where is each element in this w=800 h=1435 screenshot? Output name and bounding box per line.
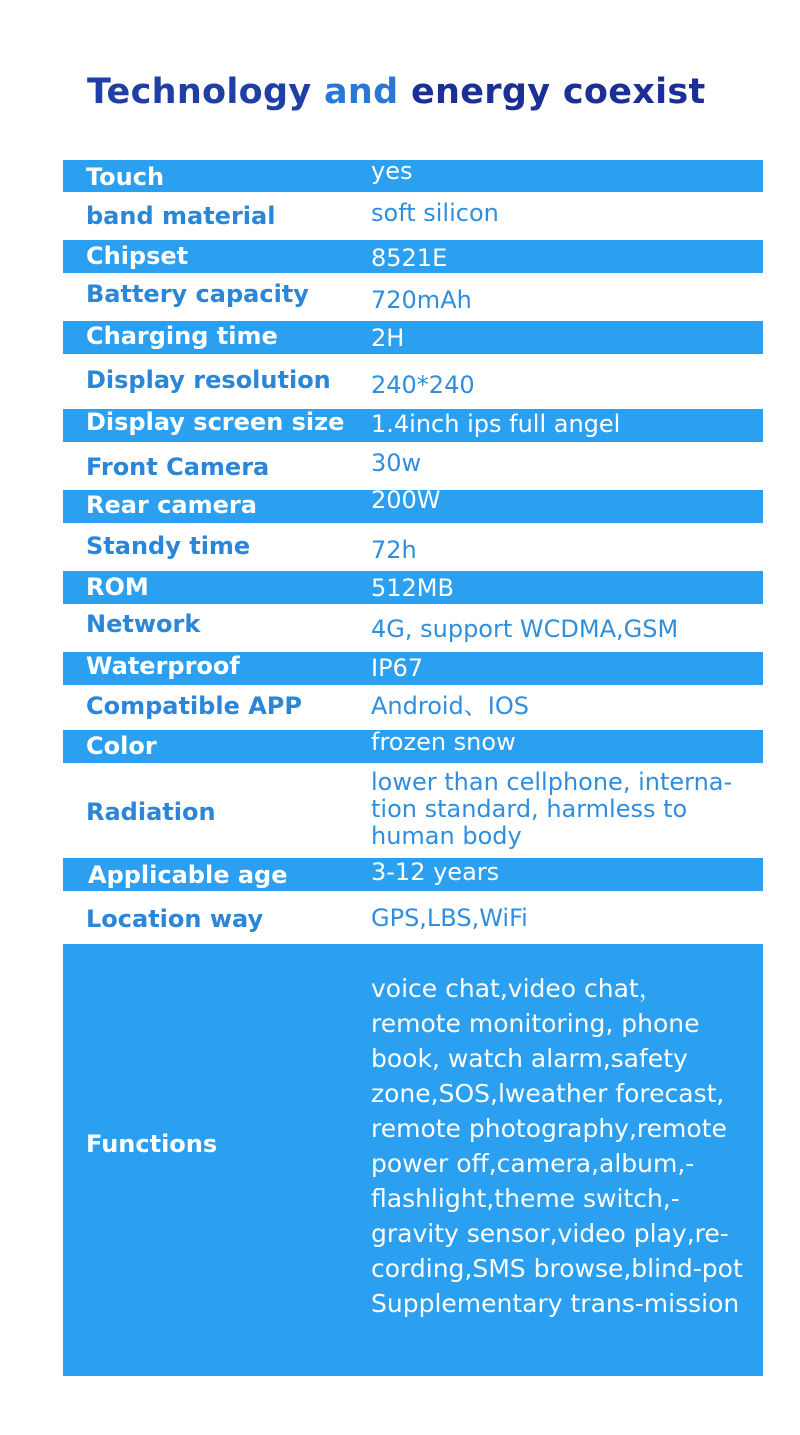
spec-row-color <box>63 730 763 763</box>
spec-label: Radiation <box>86 798 216 826</box>
spec-value: frozen snow <box>371 730 516 756</box>
spec-value: 240*240 <box>371 371 475 399</box>
spec-label: band material <box>86 202 276 230</box>
spec-value: 8521E <box>371 244 448 272</box>
spec-value: 30w <box>371 449 422 477</box>
title-part-2: and <box>324 72 399 112</box>
page-title <box>87 72 706 112</box>
spec-value: 512MB <box>371 574 454 602</box>
spec-value: IP67 <box>371 654 424 682</box>
spec-row-display-resolution <box>63 354 763 409</box>
spec-row-battery-capacity <box>63 273 763 321</box>
spec-value: soft silicon <box>371 199 499 227</box>
spec-row-rom <box>63 571 763 604</box>
spec-label: Display resolution <box>86 366 331 394</box>
spec-label: Touch <box>86 163 165 191</box>
spec-value: 72h <box>371 536 417 564</box>
spec-row-location-way <box>63 891 763 944</box>
spec-row-front-camera <box>63 442 763 490</box>
spec-value: lower than cellphone, interna-tion standard, harmless to human body <box>371 768 733 850</box>
spec-row-network <box>63 604 763 652</box>
spec-row-radiation <box>63 763 763 858</box>
spec-value: voice chat,video chat，remote monitoring, phone book, watch alarm,safety zone,SOS,lweather forecast, remote photography,remote power off,camera,album,-flashlight,theme switch,-gravity sensor,video play,re-cording,SMS browse,blind-pot Supplementary trans-mission <box>371 974 743 1318</box>
spec-label: ROM <box>86 573 149 601</box>
spec-label: Applicable age <box>88 861 288 889</box>
spec-value: yes <box>371 160 413 185</box>
spec-value: 4G, support WCDMA,GSM <box>371 615 679 643</box>
spec-row-rear-camera <box>63 490 763 523</box>
title-part-1: Technology <box>87 72 312 112</box>
spec-label: Network <box>86 610 201 638</box>
spec-label: Chipset <box>86 242 189 270</box>
spec-label: Compatible APP <box>86 692 302 720</box>
spec-table <box>63 160 763 1376</box>
spec-row-charging-time <box>63 321 763 354</box>
spec-value: GPS,LBS,WiFi <box>371 904 528 932</box>
spec-label: Rear camera <box>86 491 257 519</box>
spec-row-touch <box>63 160 763 192</box>
spec-value: Android、IOS <box>371 692 529 720</box>
spec-label: Functions <box>86 1130 218 1158</box>
spec-value: 2H <box>371 324 405 352</box>
spec-label: Display screen size <box>86 409 345 436</box>
spec-value: 1.4inch ips full angel <box>371 410 621 438</box>
spec-value: 3-12 years <box>371 858 500 886</box>
title-part-3: energy coexist <box>411 72 706 112</box>
spec-row-band-material <box>63 192 763 240</box>
spec-value: 720mAh <box>371 286 472 314</box>
spec-value: 200W <box>371 490 441 514</box>
spec-label: Charging time <box>86 322 278 350</box>
spec-row-applicable-age <box>63 858 763 891</box>
spec-label: Color <box>86 732 157 760</box>
spec-label: Front Camera <box>86 453 270 481</box>
spec-row-waterproof <box>63 652 763 685</box>
spec-row-functions <box>63 944 763 1376</box>
spec-label: Standy time <box>86 532 251 560</box>
spec-label: Battery capacity <box>86 280 309 308</box>
spec-label: Location way <box>86 905 264 933</box>
spec-row-chipset <box>63 240 763 273</box>
spec-row-compatible-app <box>63 685 763 730</box>
spec-label: Waterproof <box>86 652 240 680</box>
spec-row-standy-time <box>63 523 763 571</box>
spec-row-display-screen-size <box>63 409 763 442</box>
